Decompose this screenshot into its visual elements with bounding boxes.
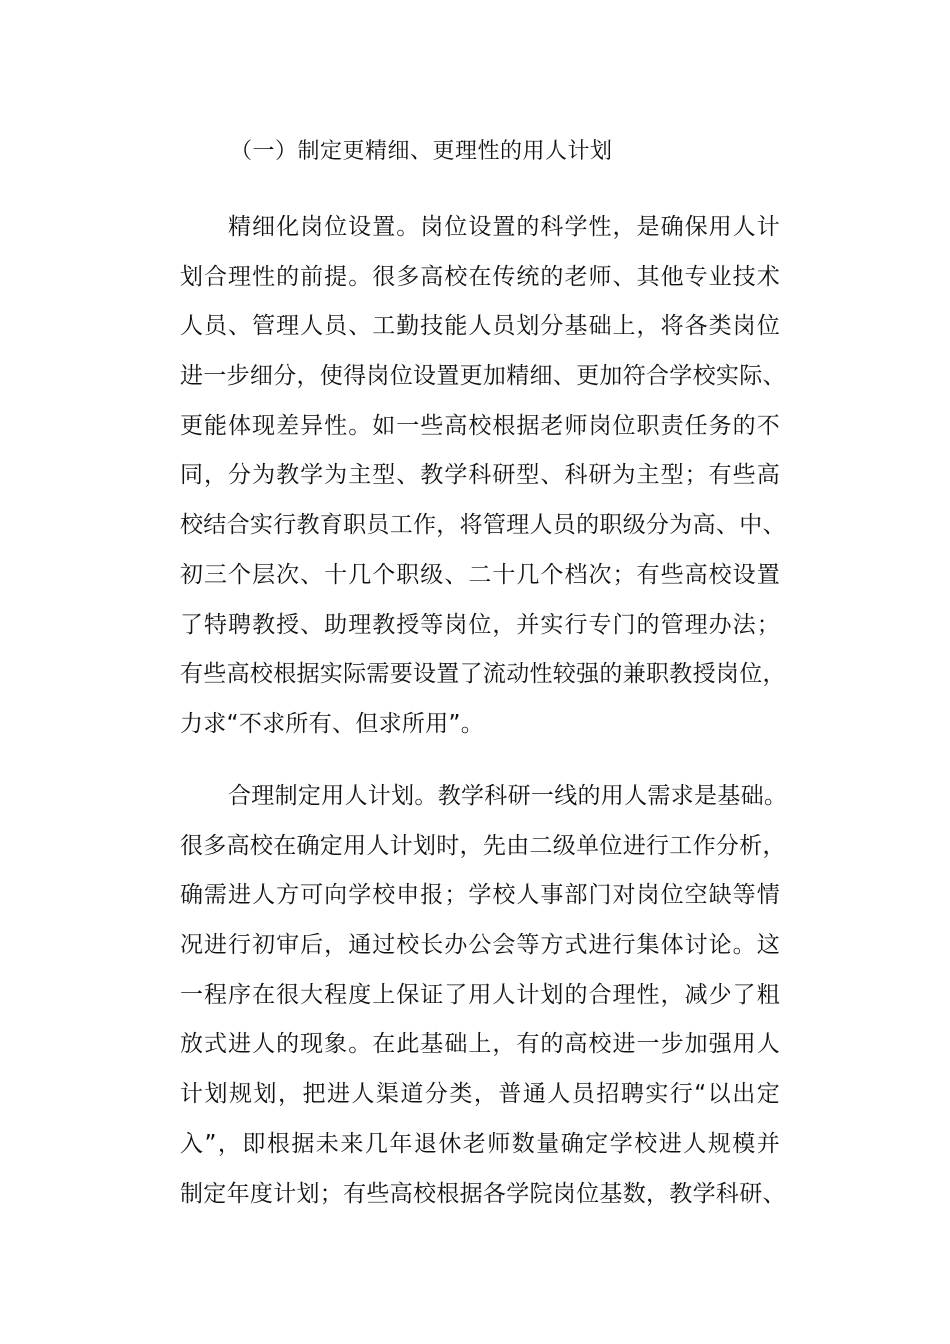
paragraph-job-position-setting [180, 203, 786, 750]
paragraph-line: 更能体现差异性。如一些高校根据老师岗位职责任务的不 [180, 412, 780, 439]
paragraph-line: 很多高校在确定用人计划时，先由二级单位进行工作分析， [180, 832, 786, 859]
paragraph-line: 放式进人的现象。在此基础上，有的高校进一步加强用人 [180, 1031, 780, 1058]
paragraph-line: 划合理性的前提。很多高校在传统的老师、其他专业技术 [180, 263, 780, 290]
paragraph-line: 一程序在很大程度上保证了用人计划的合理性，减少了粗 [180, 981, 780, 1008]
paragraph-line: 精细化岗位设置。岗位设置的科学性，是确保用人计 [228, 214, 780, 240]
paragraph-line: 人员、管理人员、工勤技能人员划分基础上，将各类岗位 [180, 313, 780, 340]
paragraph-line: 计划规划，把进人渠道分类，普通人员招聘实行“以出定 [180, 1081, 780, 1108]
paragraph-line: 校结合实行教育职员工作，将管理人员的职级分为高、中、 [180, 512, 786, 539]
paragraph-line: 确需进人方可向学校申报；学校人事部门对岗位空缺等情 [180, 882, 780, 909]
paragraph-line: 合理制定用人计划。教学科研一线的用人需求是基础。 [228, 783, 788, 809]
paragraph-line: 进一步细分，使得岗位设置更加精细、更加符合学校实际、 [180, 363, 786, 390]
paragraph-line: 了特聘教授、助理教授等岗位，并实行专门的管理办法； [180, 611, 780, 638]
paragraph-line: 制定年度计划；有些高校根据各学院岗位基数，教学科研、 [180, 1180, 786, 1207]
paragraph-line: 况进行初审后，通过校长办公会等方式进行集体讨论。这 [180, 932, 780, 959]
paragraph-staffing-plan [180, 772, 788, 1219]
paragraph-line: 初三个层次、十几个职级、二十几个档次；有些高校设置 [180, 561, 780, 588]
paragraph-line: 入”，即根据未来几年退休老师数量确定学校进人规模并 [180, 1130, 780, 1157]
paragraph-line: 同，分为教学为主型、教学科研型、科研为主型；有些高 [180, 462, 780, 489]
paragraph-line: 有些高校根据实际需要设置了流动性较强的兼职教授岗位， [180, 661, 786, 688]
paragraph-line-last: 力求“不求所有、但求所用”。 [180, 710, 485, 737]
section-heading: （一）制定更精细、更理性的用人计划 [230, 139, 613, 164]
